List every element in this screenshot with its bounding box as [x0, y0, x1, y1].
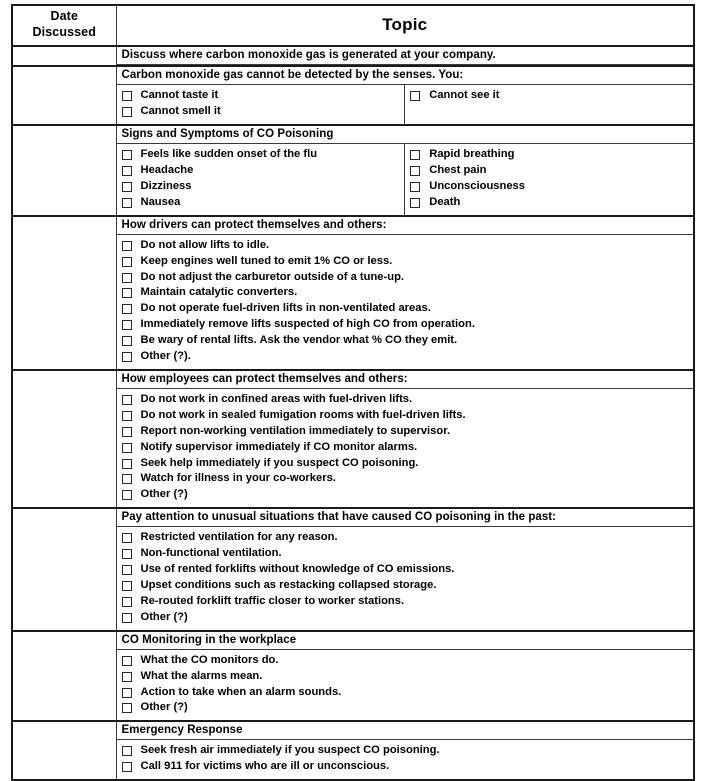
checklist-items-right [405, 147, 693, 211]
section-items-row [117, 234, 694, 369]
section-title: How employees can protect themselves and others: [117, 371, 694, 389]
topic-cell [116, 66, 694, 125]
checklist-item-label: Seek help immediately if you suspect CO poisoning. [140, 456, 419, 469]
checkbox-icon[interactable] [122, 352, 132, 362]
checklist-item[interactable] [117, 317, 694, 333]
checkbox-icon[interactable] [410, 198, 420, 208]
checklist-item[interactable] [117, 471, 694, 487]
checkbox-icon[interactable] [122, 746, 132, 756]
section-row-unusual-situations [12, 508, 694, 630]
section-row-senses [12, 66, 694, 125]
checklist-item-label: Cannot smell it [140, 105, 221, 118]
section-title-row [117, 722, 694, 740]
checkbox-icon[interactable] [410, 166, 420, 176]
topic-cell [116, 216, 694, 370]
date-discussed-cell[interactable] [12, 370, 116, 508]
section-unusual-situations [117, 509, 694, 629]
checklist-items-single [117, 392, 694, 503]
checkbox-icon[interactable] [122, 762, 132, 772]
date-discussed-cell[interactable] [12, 631, 116, 722]
checklist-items-left [117, 88, 405, 120]
date-discussed-cell[interactable] [12, 46, 116, 66]
section-column-single [117, 740, 694, 779]
section-title-row [117, 67, 694, 85]
section-column-single [117, 527, 694, 630]
checkbox-icon[interactable] [122, 107, 132, 117]
checkbox-icon[interactable] [122, 597, 132, 607]
checklist-item[interactable] [117, 270, 694, 286]
checklist-item[interactable] [117, 594, 694, 610]
checkbox-icon[interactable] [122, 533, 132, 543]
section-senses [117, 67, 694, 124]
checklist-item-label: Re-routed forklift traffic closer to worker stations. [140, 594, 405, 607]
checkbox-icon[interactable] [122, 549, 132, 559]
checklist-items-single [117, 238, 694, 365]
checklist-items-single [117, 653, 694, 717]
checklist-item[interactable] [117, 195, 405, 211]
checkbox-icon[interactable] [122, 150, 132, 160]
section-column-left [117, 144, 405, 215]
section-column-single [117, 388, 694, 507]
section-title-row [117, 217, 694, 235]
checklist-item-label: Other (?). [140, 350, 191, 363]
section-column-right [405, 85, 693, 124]
checkbox-icon[interactable] [122, 459, 132, 469]
checkbox-icon[interactable] [122, 182, 132, 192]
topic-cell [116, 631, 694, 722]
checklist-item[interactable] [405, 88, 693, 104]
checkbox-icon[interactable] [410, 150, 420, 160]
checklist-item[interactable] [405, 179, 693, 195]
date-header-line-1: Date [50, 9, 78, 23]
checklist-item-label: Notify supervisor immediately if CO monitor alarms. [140, 440, 418, 453]
training-checklist-table [11, 4, 695, 781]
checklist-item[interactable] [117, 610, 694, 626]
checklist-item-label: Action to take when an alarm sounds. [140, 685, 342, 698]
checklist-item[interactable] [117, 759, 694, 775]
section-employees-protect [117, 371, 694, 507]
checklist-items-single [117, 530, 694, 625]
checkbox-icon[interactable] [410, 91, 420, 101]
checkbox-icon[interactable] [122, 320, 132, 330]
section-items-row [117, 388, 694, 507]
section-title: Signs and Symptoms of CO Poisoning [117, 126, 694, 144]
section-title-row [117, 509, 694, 527]
checklist-item-label: Cannot see it [429, 89, 500, 102]
checklist-item[interactable] [117, 562, 694, 578]
checkbox-icon[interactable] [410, 182, 420, 192]
section-title: Carbon monoxide gas cannot be detected by the senses. You: [117, 67, 694, 85]
checklist-item[interactable] [117, 238, 694, 254]
section-title-row [117, 126, 694, 144]
checklist-item-label: Cannot taste it [140, 89, 219, 102]
checklist-item-label: What the CO monitors do. [140, 653, 279, 666]
checklist-item-label: Other (?) [140, 610, 188, 623]
checkbox-icon[interactable] [122, 395, 132, 405]
checklist-item-label: Other (?) [140, 701, 188, 714]
topic-cell [116, 46, 694, 66]
date-discussed-cell[interactable] [12, 508, 116, 630]
checklist-item[interactable] [117, 530, 694, 546]
checklist-item[interactable] [117, 392, 694, 408]
header-row [12, 5, 694, 46]
checkbox-icon[interactable] [122, 166, 132, 176]
checklist-item-label: Maintain catalytic converters. [140, 286, 298, 299]
checklist-items-single [117, 743, 694, 775]
checkbox-icon[interactable] [122, 474, 132, 484]
checkbox-icon[interactable] [122, 656, 132, 666]
section-items-row [117, 740, 694, 779]
checkbox-icon[interactable] [122, 581, 132, 591]
checkbox-icon[interactable] [122, 490, 132, 500]
checklist-item-label: Non-functional ventilation. [140, 547, 282, 560]
section-title-row [117, 632, 694, 650]
checklist-item[interactable] [117, 653, 694, 669]
checklist-item-label: Watch for illness in your co-workers. [140, 472, 336, 485]
checklist-item-label: Headache [140, 163, 194, 176]
checklist-item-label: What the alarms mean. [140, 669, 263, 682]
checklist-items-left [117, 147, 405, 211]
checklist-item[interactable] [117, 743, 694, 759]
checkbox-icon[interactable] [122, 613, 132, 623]
checklist-item-label: Chest pain [429, 163, 487, 176]
checklist-item[interactable] [117, 685, 694, 701]
checkbox-icon[interactable] [122, 565, 132, 575]
date-discussed-cell[interactable] [12, 66, 116, 125]
topic-cell [116, 370, 694, 508]
checklist-item[interactable] [117, 254, 694, 270]
section-row-emergency-response [12, 721, 694, 780]
topic-cell [116, 721, 694, 780]
checkbox-icon[interactable] [122, 91, 132, 101]
checklist-item[interactable] [117, 147, 405, 163]
section-row-generation [12, 46, 694, 66]
section-co-monitoring [117, 632, 694, 721]
date-header-line-2: Discussed [32, 24, 96, 39]
checklist-item[interactable] [117, 456, 694, 472]
checklist-item-label: Use of rented forklifts without knowledge of CO emissions. [140, 563, 455, 576]
section-title: Pay attention to unusual situations that have caused CO poisoning in the past: [117, 509, 694, 527]
table-body [12, 46, 694, 780]
checklist-item[interactable] [117, 333, 694, 349]
checklist-item[interactable] [117, 301, 694, 317]
checklist-item-label: Restricted ventilation for any reason. [140, 531, 338, 544]
section-row-co-monitoring [12, 631, 694, 722]
date-discussed-cell[interactable] [12, 721, 116, 780]
checklist-item[interactable] [117, 440, 694, 456]
section-items-row [117, 527, 694, 630]
checkbox-icon[interactable] [122, 688, 132, 698]
checkbox-icon[interactable] [122, 427, 132, 437]
section-title: Emergency Response [117, 722, 694, 740]
checkbox-icon[interactable] [122, 198, 132, 208]
checklist-item-label: Do not adjust the carburetor outside of a tune-up. [140, 270, 405, 283]
topic-cell [116, 125, 694, 216]
checkbox-icon[interactable] [122, 443, 132, 453]
section-items-row [117, 144, 694, 215]
section-title-row [117, 371, 694, 389]
checkbox-icon[interactable] [122, 241, 132, 251]
checklist-item[interactable] [117, 163, 405, 179]
section-row-drivers-protect [12, 216, 694, 370]
section-row-signs-symptoms [12, 125, 694, 216]
checklist-item-label: Unconsciousness [429, 179, 525, 192]
checkbox-icon[interactable] [122, 257, 132, 267]
checklist-item-label: Death [429, 195, 461, 208]
checklist-item[interactable] [117, 104, 405, 120]
checkbox-icon[interactable] [122, 411, 132, 421]
checklist-item[interactable] [117, 546, 694, 562]
checklist-items-right [405, 88, 693, 104]
checklist-item[interactable] [117, 700, 694, 716]
checklist-item[interactable] [117, 349, 694, 365]
section-items-row [117, 85, 694, 124]
checklist-item[interactable] [405, 195, 693, 211]
checklist-item[interactable] [117, 408, 694, 424]
section-row-employees-protect [12, 370, 694, 508]
date-discussed-cell[interactable] [12, 125, 116, 216]
checklist-item-label: Do not work in confined areas with fuel-driven lifts. [140, 392, 413, 405]
checklist-item-label: Dizziness [140, 179, 192, 192]
checklist-item[interactable] [117, 669, 694, 685]
section-column-right [405, 144, 693, 215]
checklist-item-label: Seek fresh air immediately if you suspect CO poisoning. [140, 744, 440, 757]
checklist-item-label: Be wary of rental lifts. Ask the vendor what % CO they emit. [140, 334, 458, 347]
section-title: How drivers can protect themselves and others: [117, 217, 694, 235]
checkbox-icon[interactable] [122, 273, 132, 283]
checklist-item-label: Do not allow lifts to idle. [140, 238, 270, 251]
checkbox-icon[interactable] [122, 703, 132, 713]
checkbox-icon[interactable] [122, 672, 132, 682]
section-items-row [117, 649, 694, 720]
section-title-row [117, 47, 694, 65]
column-header-date-discussed [12, 5, 116, 46]
checklist-item-label: Immediately remove lifts suspected of high CO from operation. [140, 318, 475, 331]
checklist-item-label: Do not work in sealed fumigation rooms with fuel-driven lifts. [140, 408, 466, 421]
section-title: CO Monitoring in the workplace [117, 632, 694, 650]
date-discussed-cell[interactable] [12, 216, 116, 370]
checklist-item-label: Upset conditions such as restacking collapsed storage. [140, 579, 437, 591]
section-column-single [117, 234, 694, 369]
section-emergency-response [117, 722, 694, 779]
checklist-item[interactable] [405, 147, 693, 163]
section-drivers-protect [117, 217, 694, 369]
table-header [12, 5, 694, 46]
checklist-item[interactable] [405, 163, 693, 179]
checklist-item[interactable] [117, 179, 405, 195]
section-column-left [117, 85, 405, 124]
checklist-item[interactable] [117, 487, 694, 503]
section-generation [117, 47, 694, 65]
checklist-item[interactable] [117, 88, 405, 104]
checklist-item[interactable] [117, 285, 694, 301]
checklist-item[interactable] [117, 578, 694, 594]
checklist-item-label: Feels like sudden onset of the flu [140, 148, 318, 161]
section-column-single [117, 649, 694, 720]
checklist-item-label: Rapid breathing [429, 148, 515, 161]
checklist-item-label: Call 911 for victims who are ill or unconscious. [140, 760, 390, 773]
checkbox-icon[interactable] [122, 336, 132, 346]
checklist-item-label: Report non-working ventilation immediately to supervisor. [140, 424, 451, 437]
checklist-item-label: Do not operate fuel-driven lifts in non-ventilated areas. [140, 302, 431, 315]
checklist-item-label: Nausea [140, 195, 181, 208]
checkbox-icon[interactable] [122, 288, 132, 298]
section-title: Discuss where carbon monoxide gas is generated at your company. [117, 47, 694, 65]
checklist-item-label: Other (?) [140, 488, 188, 501]
column-header-topic: Topic [116, 5, 694, 46]
checklist-item-label: Keep engines well tuned to emit 1% CO or less. [140, 254, 393, 267]
checklist-item[interactable] [117, 424, 694, 440]
topic-cell [116, 508, 694, 630]
checkbox-icon[interactable] [122, 304, 132, 314]
section-signs-symptoms [117, 126, 694, 215]
